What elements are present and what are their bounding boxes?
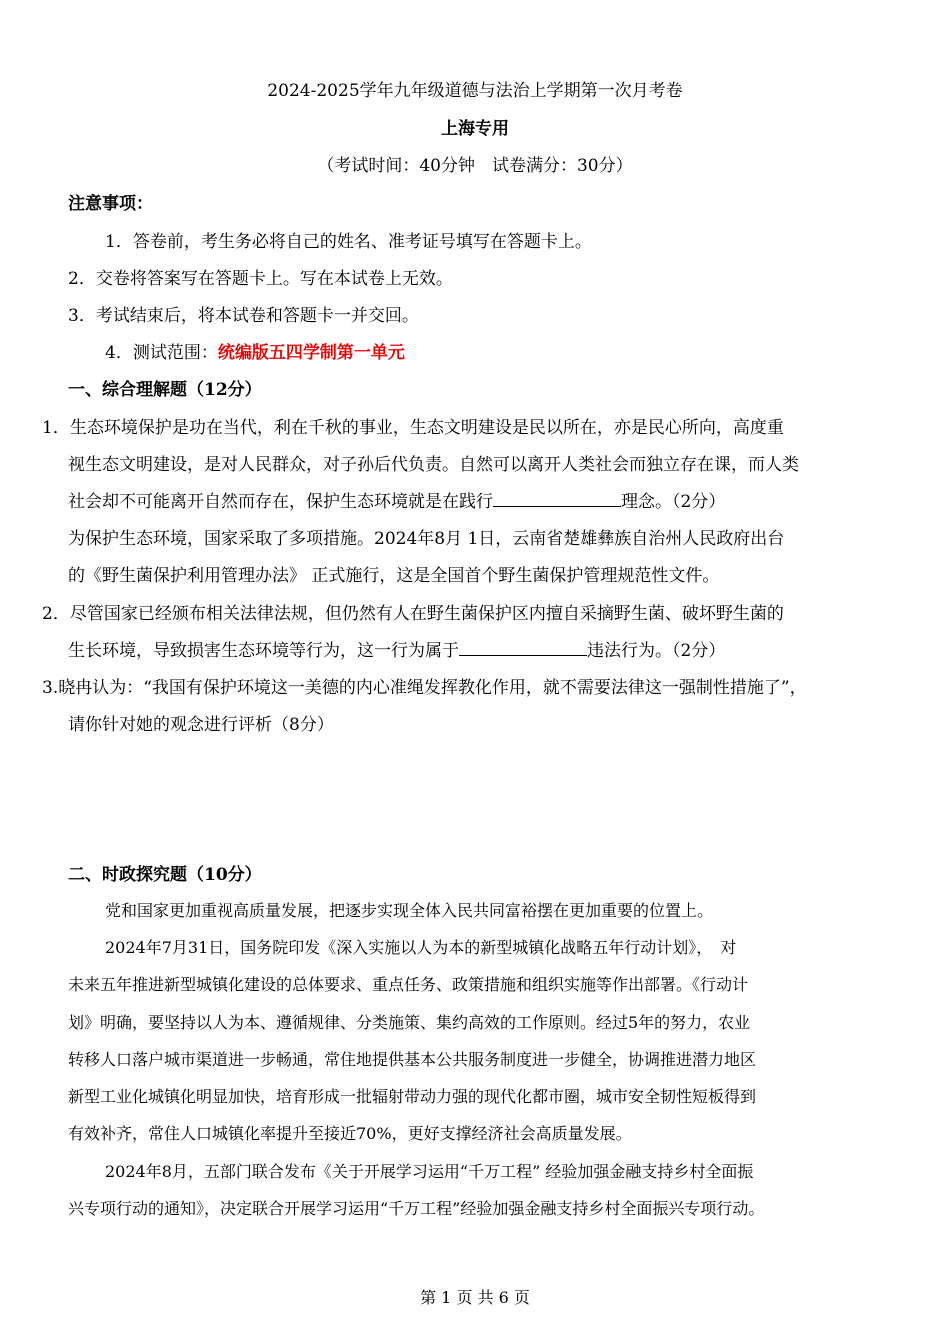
s2-para3-line2: 兴专项行动的通知》，决定联合开展学习运用“千万工程”经验加强金融支持乡村全面振兴专项行动。 bbox=[68, 1199, 765, 1218]
s2-para2-line5: 新型工业化城镇化明显加快，培育形成一批辐射带动力强的现代化都市圈，城市安全韧性短板得到 bbox=[68, 1087, 757, 1106]
page-footer: 第 1 页 共 6 页 bbox=[420, 1288, 530, 1307]
s2-para2-line2: 未来五年推进新型城镇化建设的总体要求、重点任务、政策措施和组织实施等作出部署。《行动计 bbox=[68, 975, 749, 994]
q3-line1: 3.晓冉认为：“我国有保护环境这一美德的内心准绳发挥教化作用，就不需要法律这一强制性措施了”， bbox=[42, 678, 807, 698]
q1-answer-blank[interactable] bbox=[493, 491, 621, 507]
s2-para2-line6: 有效补齐，常住人口城镇化率提升至接近70%，更好支撑经济社会高质量发展。 bbox=[68, 1124, 632, 1143]
section2-heading: 二、时政探究题（10分） bbox=[68, 865, 262, 885]
s2-para2-line4: 转移人口落户城市渠道进一步畅通，常住地提供基本公共服务制度进一步健全，协调推进潜力地区 bbox=[68, 1050, 757, 1069]
q1-line3-text: 社会却不可能离开自然而存在，保护生态环境就是在践行 bbox=[68, 492, 493, 512]
note-item-2: 2．交卷将答案写在答题卡上。写在本试卷上无效。 bbox=[68, 269, 453, 289]
note-item-scope bbox=[105, 338, 405, 363]
section1-heading: 一、综合理解题（12分） bbox=[68, 380, 262, 400]
notes-heading: 注意事项： bbox=[68, 194, 153, 214]
exam-info: （考试时间：40分钟 试卷满分：30分） bbox=[317, 156, 633, 176]
exam-title: 2024-2025学年九年级道德与法治上学期第一次月考卷 bbox=[267, 81, 683, 101]
scope-label: 4．测试范围： bbox=[105, 343, 218, 363]
q2-line1: 2．尽管国家已经颁布相关法律法规，但仍然有人在野生菌保护区内擅自采摘野生菌、破坏野生菌的 bbox=[42, 604, 784, 624]
s2-para3-line1: 2024年8月，五部门联合发布《关于开展学习运用“千万工程” 经验加强金融支持乡村全面振 bbox=[105, 1162, 754, 1181]
q2-line2 bbox=[68, 636, 725, 661]
q3-line2: 请你针对她的观念进行评析（8分） bbox=[68, 715, 334, 735]
context-line1: 为保护生态环境，国家采取了多项措施。2024年8月 1日，云南省楚雄彝族自治州人民政府出台 bbox=[68, 529, 785, 549]
scope-value: 统编版五四学制第一单元 bbox=[217, 343, 405, 363]
q2-answer-blank[interactable] bbox=[459, 640, 587, 656]
context-line2: 的《野生菌保护利用管理办法》 正式施行，这是全国首个野生菌保护管理规范性文件。 bbox=[68, 566, 720, 586]
s2-para1: 党和国家更加重视高质量发展，把逐步实现全体入民共同富裕摆在更加重要的位置上。 bbox=[105, 901, 714, 920]
q1-line2: 视生态文明建设，是对人民群众，对子孙后代负责。自然可以离开人类社会而独立存在课，而人类 bbox=[68, 455, 799, 475]
q1-line1: 1．生态环境保护是功在当代，利在千秋的事业，生态文明建设是民以所在，亦是民心所向，高度重 bbox=[42, 418, 784, 438]
note-item-1: 1．答卷前，考生务必将自己的姓名、准考证号填写在答题卡上。 bbox=[105, 232, 592, 252]
s2-para2-line1: 2024年7月31日，国务院印发《深入实施以人为本的新型城镇化战略五年行动计划》， 对 bbox=[105, 938, 737, 957]
q1-line3-tail: 理念。（2分） bbox=[621, 492, 726, 512]
q1-line3 bbox=[68, 487, 725, 512]
exam-subtitle: 上海专用 bbox=[441, 119, 509, 139]
s2-para2-line3: 划》明确，要坚持以人为本、遵循规律、分类施策、集约高效的工作原则。经过5年的努力，农业 bbox=[68, 1013, 751, 1032]
q2-line2-text: 生长环境，导致损害生态环境等行为，这一行为属于 bbox=[68, 641, 459, 661]
q2-line2-tail: 违法行为。（2分） bbox=[587, 641, 726, 661]
note-item-3: 3．考试结束后，将本试卷和答题卡一并交回。 bbox=[68, 306, 419, 326]
